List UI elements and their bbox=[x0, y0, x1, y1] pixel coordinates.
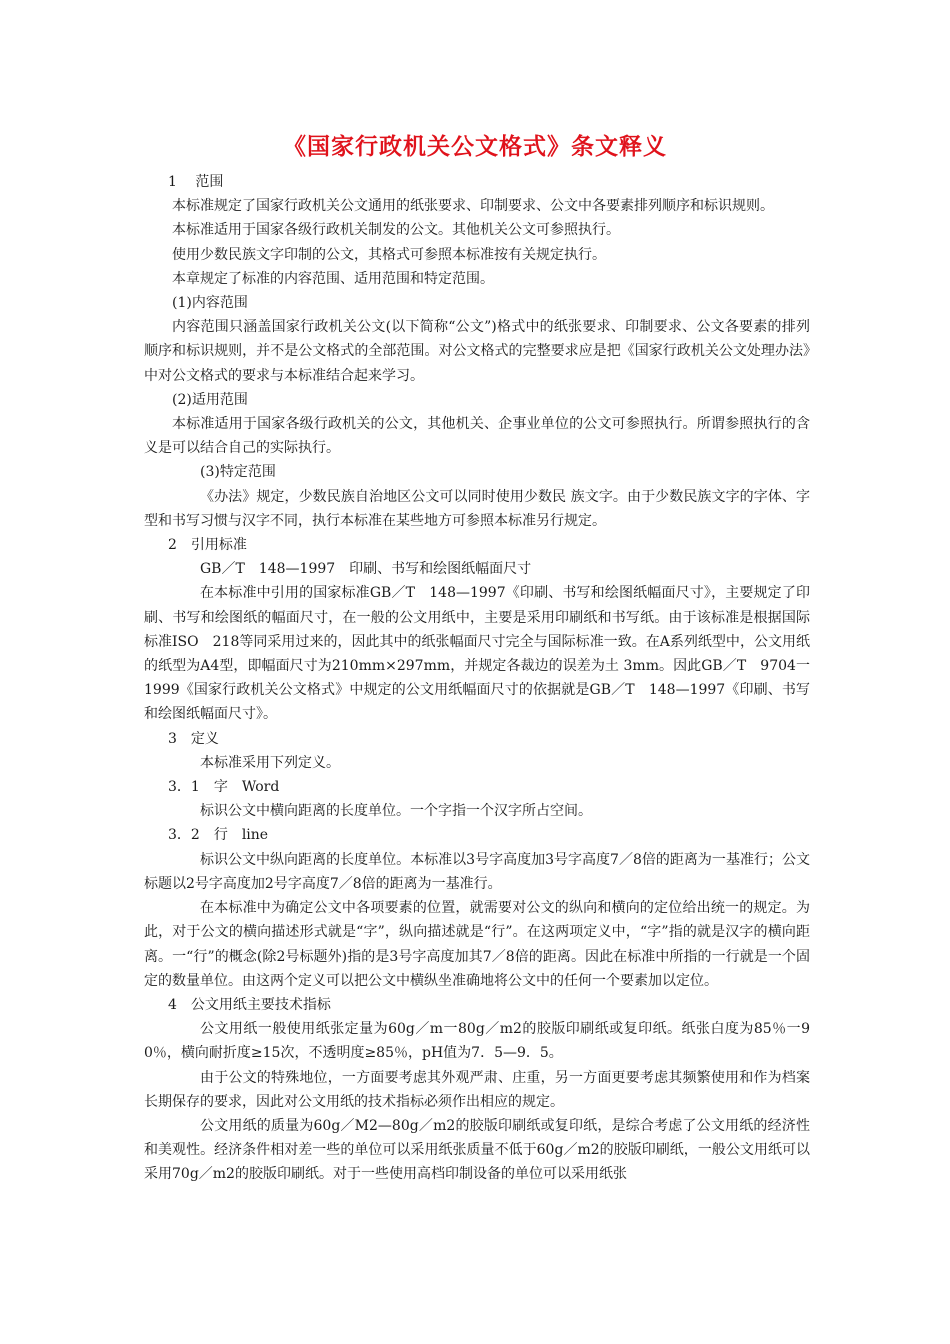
body-paragraph: 公文用纸一般使用纸张定量为60g／m一80g／m2的胶版印刷纸或复印纸。纸张白度为85％一90％，横向耐折度≥15次，不透明度≥85％，pH值为7．5—9．5。 bbox=[144, 1021, 810, 1062]
body-paragraph: 公文用纸的质量为60g／M2—80g／m2的胶版印刷纸或复印纸，是综合考虑了公文用纸的经济性和美观性。经济条件相对差一些的单位可以采用纸张质量不低于60g／m2的胶版印刷纸，一般公文用纸可以采用70g／m2的胶版印刷纸。对于一些使用高档印制设备的单位可以采用纸张 bbox=[144, 1117, 810, 1183]
body-paragraph: (1)内容范围 bbox=[172, 295, 248, 312]
body-paragraph: 《办法》规定，少数民族自治地区公文可以同时使用少数民 族文字。由于少数民族文字的字体、字型和书写习惯与汉字不同，执行本标准在某些地方可参照本标准另行规定。 bbox=[144, 488, 810, 529]
body-paragraph: 使用少数民族文字印制的公文，其格式可参照本标准按有关规定执行。 bbox=[172, 246, 606, 263]
body-paragraph: 在本标准中为确定公文中各项要素的位置，就需要对公文的纵向和横向的定位给出统一的规定。为此，对于公文的横向描述形式就是“字”，纵向描述就是“行”。在这两项定义中，“字”指的就是汉字的横向距离。一“行”的概念(除2号标题外)指的是3号字高度加其7／8倍的距离。因此在标准中所指的一行就是一个固定的数量单位。由这两个定义可以把公文中横纵坐准确地将公文中的任何一个要素加以定位。 bbox=[144, 900, 810, 989]
document-title: 《国家行政机关公文格式》条文释义 bbox=[283, 133, 667, 160]
body-paragraph: 标识公文中横向距离的长度单位。一个字指一个汉字所占空间。 bbox=[200, 803, 592, 820]
body-paragraph: 在本标准中引用的国家标准GB／T 148—1997《印刷、书写和绘图纸幅面尺寸》，主要规定了印刷、书写和绘图纸的幅面尺寸，在一般的公文用纸中，主要是采用印刷纸和书写纸。由于该标准是根据国际标准ISO 218等同采用过来的，因此其中的纸张幅面尺寸完全与国际标准一致。在A系列纸型中，公文用纸的纸型为A4型，即幅面尺寸为210mm×297mm，并规定各裁边的误差为土 3mm。因此GB／T 9704一1999《国家行政机关公文格式》中规定的公文用纸幅面尺寸的依据就是GB／T 148—1997《印刷、书写和绘图纸幅面尺寸》。 bbox=[144, 585, 810, 723]
body-paragraph: 本标准适用于国家各级行政机关制发的公文。其他机关公文可参照执行。 bbox=[172, 222, 620, 239]
body-paragraph: (2)适用范围 bbox=[172, 391, 248, 408]
body-paragraph: 本标准采用下列定义。 bbox=[200, 754, 340, 771]
section-heading: 2 引用标准 bbox=[168, 537, 247, 554]
body-paragraph: GB／T 148—1997 印刷、书写和绘图纸幅面尺寸 bbox=[200, 561, 532, 578]
body-paragraph: 由于公文的特殊地位，一方面要考虑其外观严肃、庄重，另一方面更要考虑其频繁使用和作为档案长期保存的要求，因此对公文用纸的技术指标必须作出相应的规定。 bbox=[144, 1069, 810, 1110]
section-heading: 1 范围 bbox=[168, 174, 224, 190]
body-paragraph: 标识公文中纵向距离的长度单位。本标准以3号字高度加3号字高度7／8倍的距离为一基准行；公文标题以2号字高度加2号字高度7／8倍的距离为一基准行。 bbox=[144, 851, 810, 892]
body-paragraph: 本章规定了标准的内容范围、适用范围和特定范围。 bbox=[172, 270, 494, 287]
body-paragraph: 内容范围只涵盖国家行政机关公文(以下简称“公文”)格式中的纸张要求、印制要求、公文各要素的排列顺序和标识规则，并不是公文格式的全部范围。对公文格式的完整要求应是把《国家行政机关公文处理办法》中对公文格式的要求与本标准结合起来学习。 bbox=[144, 319, 810, 384]
document-body bbox=[144, 170, 810, 1187]
body-paragraph: 本标准规定了国家行政机关公文通用的纸张要求、印制要求、公文中各要素排列顺序和标识规则。 bbox=[172, 198, 774, 215]
body-paragraph: 本标准适用于国家各级行政机关的公文，其他机关、企事业单位的公文可参照执行。所谓参照执行的含义是可以结合自己的实际执行。 bbox=[144, 416, 810, 457]
body-paragraph: (3)特定范围 bbox=[200, 464, 276, 481]
section-heading: 3．1 字 Word bbox=[168, 779, 280, 796]
section-heading: 3．2 行 line bbox=[168, 827, 269, 844]
section-heading: 3 定义 bbox=[168, 730, 219, 747]
section-heading: 4 公文用纸主要技术指标 bbox=[168, 996, 331, 1013]
